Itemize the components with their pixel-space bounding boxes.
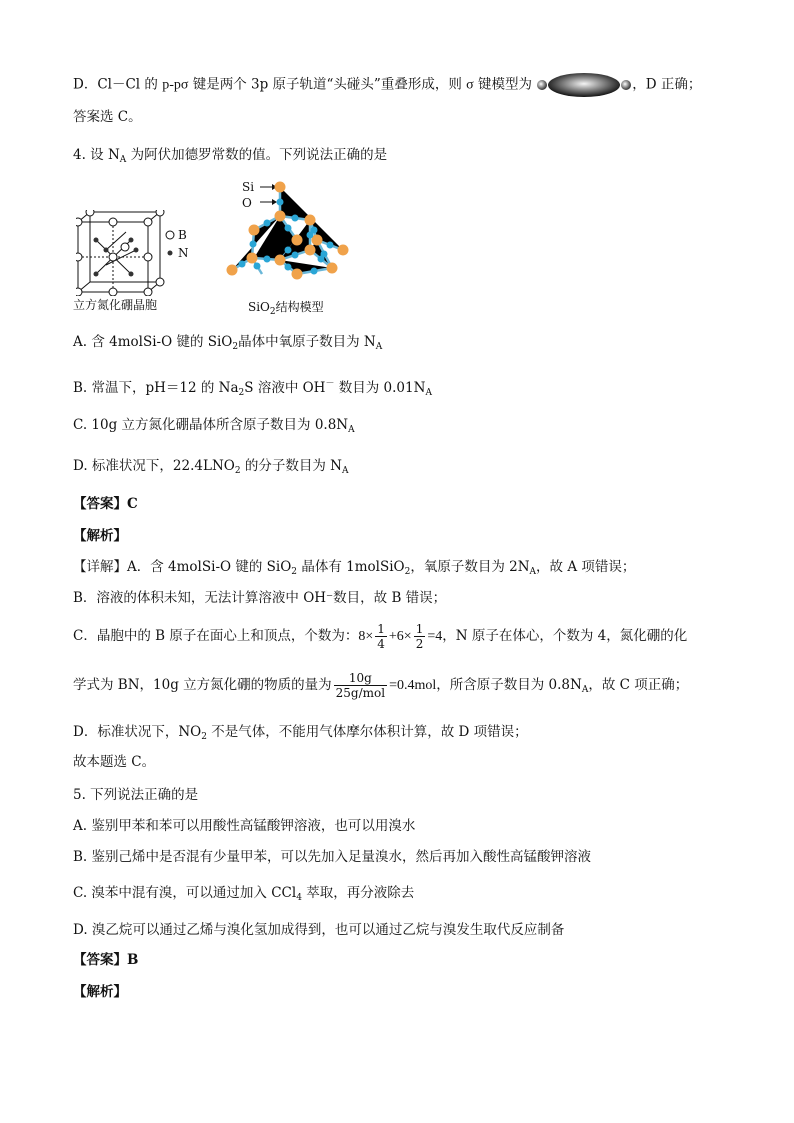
legend-markers [164,229,176,259]
q4-detail-a: 【详解】A．含 4molSi-O 键的 SiO$_2$ 晶体有 1molSiO$_2$，氧原子数目为 $2N_A$，故 A 项错误； [73,559,636,577]
q4-detail-b: B．溶液的体积未知，无法计算溶液中 OH⁻数目，故 B 错误； [73,590,447,606]
sio2-structure-model-figure [222,178,354,282]
q4-answer: 【答案】C [73,496,138,512]
q4-detail-d: D．标准状况下，$NO_2$ 不是气体，不能用气体摩尔体积计算，故 D 项错误； [73,724,528,742]
q3-optd-text-post: 键模型为 [473,76,532,93]
q3-answer-line: 答案选 C。 [73,109,142,125]
fig-right-caption: SiO$_2$结构模型 [248,300,324,317]
q4-option-a: A. 含 4molSi-O 键的 SiO$_2$晶体中氧原子数目为 $N_A$ [73,334,383,352]
q4-detail-c-line2: 学式为 BN，10g 立方氮化硼的物质的量为 $\frac{10g}{\text{25g/mol}}$ =0.4mol，所含原子数目为 $0.8N_A$，故 C 项正确； [73,671,689,700]
sigma-symbol: σ [466,77,474,93]
legend-b-label: B [178,228,187,242]
fig-left-caption: 立方氮化硼晶胞 [73,298,158,312]
q3-option-d [73,72,701,98]
cubic-bn-unit-cell-figure [76,210,166,296]
o-label: O [242,196,252,210]
q3-optd-text-end: ，D 正确； [632,76,702,93]
q4-conclusion: 故本题选 C。 [73,754,156,770]
p-p-sigma-symbol: p-pσ [162,77,189,93]
q5-option-c: C. 溴苯中混有溴，可以通过加入 CCl$_4$ 萃取，再分液除去 [73,885,415,903]
sigma-bond-model-icon [536,72,632,98]
q5-option-b: B. 鉴别己烯中是否混有少量甲苯，可以先加入足量溴水，然后再加入酸性高锰酸钾溶液 [73,849,592,865]
q4-option-c: C. 10g 立方氮化硼晶体所含原子数目为 $0.8N_A$ [73,417,355,435]
q5-answer: 【答案】B [73,952,139,968]
q5-option-d: D. 溴乙烷可以通过乙烯与溴化氢加成得到，也可以通过乙烷与溴发生取代反应制备 [73,922,565,938]
si-label: Si [242,180,255,194]
q5-stem: 5. 下列说法正确的是 [73,787,199,803]
legend-n-label: N [178,246,189,260]
q5-analysis-label: 【解析】 [73,984,127,1000]
q4-option-b: B. 常温下，pH＝12 的 $Na_2S$ 溶液中 OH－ 数目为 $0.01N_A$ [73,379,432,398]
q4-detail-c-line1: C．晶胞中的 B 原子在面心上和顶点，个数为：8× $\frac{1}{4}$ +6× $\frac{1}{2}$ =4，N 原子在体心，个数为 4，氮化硼的化 [73,622,688,651]
q3-optd-text-mid: 键是两个 3p 原子轨道“头碰头”重叠形成，则 [188,76,467,93]
q4-option-d: D. 标准状况下，$22.4LNO_2$ 的分子数目为 $N_A$ [73,458,349,476]
q5-option-a: A. 鉴别甲苯和苯可以用酸性高锰酸钾溶液，也可以用溴水 [73,818,416,834]
q4-stem: 4. 设 $N_A$ 为阿伏加德罗常数的值。下列说法正确的是 [73,147,388,165]
q3-optd-text: D．Cl－Cl 的 [73,76,163,93]
q4-analysis-label: 【解析】 [73,528,127,544]
